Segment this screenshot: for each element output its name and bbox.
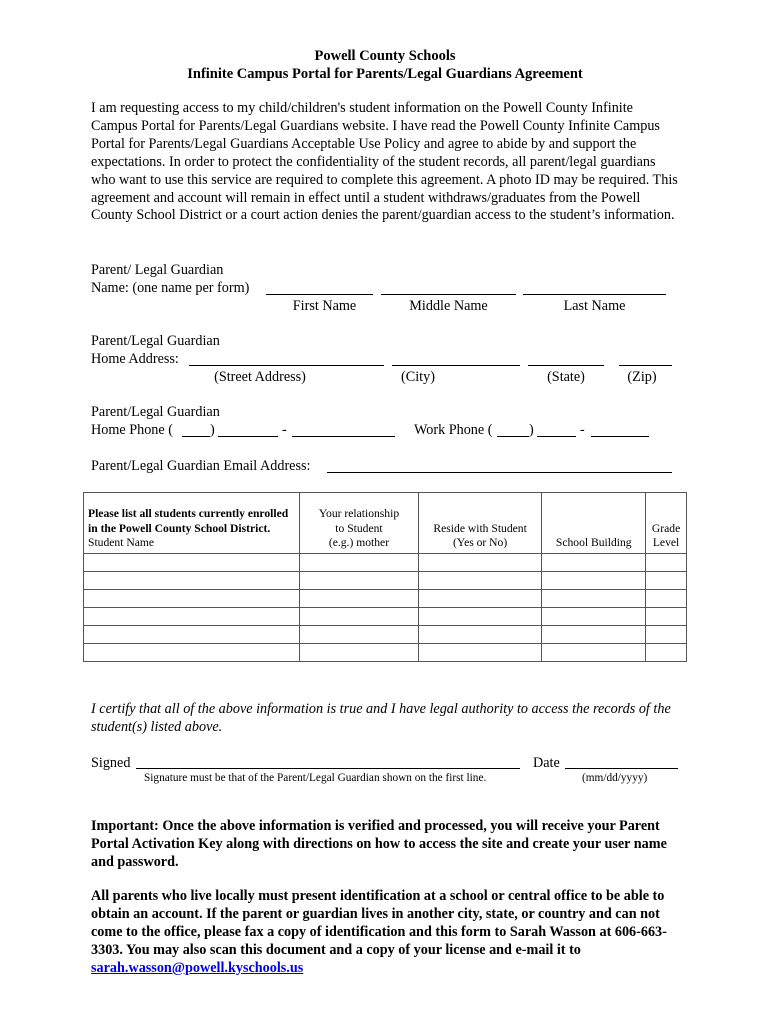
school-name-title: Powell County Schools xyxy=(314,48,456,64)
relationship-header-line1: Your relationship xyxy=(318,507,400,521)
state-caption: (State) xyxy=(547,369,585,385)
name-label: Name: (one name per form) xyxy=(91,280,250,296)
grade-header-line1: Grade xyxy=(651,521,681,535)
student-name-cell[interactable] xyxy=(84,644,300,662)
street-address-field[interactable] xyxy=(189,365,384,366)
school-building-cell[interactable] xyxy=(542,626,646,644)
reside-cell[interactable] xyxy=(418,590,542,608)
student-name-cell[interactable] xyxy=(84,626,300,644)
grade-level-cell[interactable] xyxy=(646,572,687,590)
reside-cell[interactable] xyxy=(418,572,542,590)
reside-header xyxy=(418,493,542,554)
school-building-cell[interactable] xyxy=(542,554,646,572)
home-phone-area-code-field[interactable] xyxy=(182,436,210,437)
students-table-header xyxy=(84,493,687,554)
table-row xyxy=(84,554,687,572)
relationship-header-line3: (e.g.) mother xyxy=(328,536,390,550)
student-name-cell[interactable] xyxy=(84,554,300,572)
intro-paragraph: I am requesting access to my child/children's student information on the Powell County Infinite Campus Portal for Parents/Legal Guardians website. I have read the Powell County Infinite Campus Portal for Parents/Legal Guardians Acceptable Use Policy and agree to abide by and support the expectations. In order to protect the confidentiality of the student records, all parent/legal guardians who want to use this service are required to complete this agreement. A photo ID may be required. This agreement and account will remain in effect until a student withdraws/graduates from the Powell County School District or a court action denies the parent/guardian access to the student’s information. xyxy=(91,100,678,224)
contact-email-link[interactable]: sarah.wasson@powell.kyschools.us xyxy=(91,959,304,976)
last-name-caption: Last Name xyxy=(563,298,626,314)
form-title: Infinite Campus Portal for Parents/Legal Guardians Agreement xyxy=(187,66,583,82)
signature-field[interactable] xyxy=(136,768,520,769)
reside-cell[interactable] xyxy=(418,626,542,644)
student-name-header xyxy=(84,493,300,554)
home-phone-prefix-field[interactable] xyxy=(218,436,278,437)
work-phone-prefix-field[interactable] xyxy=(537,436,576,437)
signed-label: Signed xyxy=(91,755,131,771)
state-field[interactable] xyxy=(528,365,604,366)
table-row xyxy=(84,608,687,626)
relationship-cell[interactable] xyxy=(300,626,419,644)
date-format-hint: (mm/dd/yyyy) xyxy=(582,772,648,784)
students-table xyxy=(83,492,687,662)
school-building-header: School Building xyxy=(542,493,646,554)
table-row xyxy=(84,626,687,644)
grade-level-cell[interactable] xyxy=(646,608,687,626)
certification-statement: I certify that all of the above information is true and I have legal authority to access the records of the student(s) listed above. xyxy=(91,701,671,735)
name-section-label: Parent/ Legal Guardian xyxy=(91,262,224,278)
grade-level-cell[interactable] xyxy=(646,626,687,644)
reside-cell[interactable] xyxy=(418,608,542,626)
work-phone-area-code-field[interactable] xyxy=(497,436,529,437)
home-phone-label: Home Phone ( xyxy=(91,422,173,438)
home-address-label: Home Address: xyxy=(91,351,179,367)
first-name-field[interactable] xyxy=(266,294,373,295)
email-label: Parent/Legal Guardian Email Address: xyxy=(91,458,311,474)
identification-instructions xyxy=(91,888,691,978)
relationship-cell[interactable] xyxy=(300,644,419,662)
first-name-caption: First Name xyxy=(292,298,357,314)
relationship-cell[interactable] xyxy=(300,572,419,590)
identification-text: All parents who live locally must present identification at a school or central office to be able to obtain an account. If the parent or guardian lives in another city, state, or country and can not come to the office, please fax a copy of identification and this form to Sarah Wasson at 606-663-3303. You may also scan this document and a copy of your license and e-mail it to xyxy=(91,888,667,958)
grade-header-line2: Level xyxy=(652,536,680,550)
school-building-cell[interactable] xyxy=(542,644,646,662)
signature-note: Signature must be that of the Parent/Legal Guardian shown on the first line. xyxy=(144,772,487,784)
address-section-label: Parent/Legal Guardian xyxy=(91,333,220,349)
home-phone-paren-close: ) xyxy=(210,422,215,438)
student-rows xyxy=(84,554,687,662)
school-building-cell[interactable] xyxy=(542,590,646,608)
relationship-header-line2: to Student xyxy=(335,521,383,535)
reside-cell[interactable] xyxy=(418,644,542,662)
reside-header-line2: (Yes or No) xyxy=(453,536,508,550)
home-phone-dash: - xyxy=(282,422,287,438)
school-building-cell[interactable] xyxy=(542,572,646,590)
student-name-cell[interactable] xyxy=(84,608,300,626)
student-name-cell[interactable] xyxy=(84,590,300,608)
date-field[interactable] xyxy=(565,768,678,769)
grade-level-cell[interactable] xyxy=(646,590,687,608)
reside-header-line1: Reside with Student xyxy=(433,521,527,535)
school-building-cell[interactable] xyxy=(542,608,646,626)
city-caption: (City) xyxy=(401,369,435,385)
date-label: Date xyxy=(533,755,560,771)
zip-caption: (Zip) xyxy=(627,369,657,385)
important-notice: Important: Once the above information is verified and processed, you will receive your Parent Portal Activation Key along with directions on how to access the site and create your user name and password. xyxy=(91,818,667,870)
last-name-field[interactable] xyxy=(523,294,666,295)
student-name-column-label: Student Name xyxy=(88,536,155,550)
table-row xyxy=(84,590,687,608)
phone-section-label: Parent/Legal Guardian xyxy=(91,404,220,420)
grade-level-header xyxy=(646,493,687,554)
table-row xyxy=(84,572,687,590)
students-instructions: Please list all students currently enrolled in the Powell County School District. xyxy=(88,507,289,535)
table-row xyxy=(84,644,687,662)
work-phone-line-field[interactable] xyxy=(591,436,649,437)
email-field[interactable] xyxy=(327,472,672,473)
relationship-cell[interactable] xyxy=(300,608,419,626)
middle-name-field[interactable] xyxy=(381,294,516,295)
zip-field[interactable] xyxy=(619,365,672,366)
relationship-cell[interactable] xyxy=(300,554,419,572)
city-field[interactable] xyxy=(392,365,520,366)
student-name-cell[interactable] xyxy=(84,572,300,590)
home-phone-line-field[interactable] xyxy=(292,436,395,437)
work-phone-dash: - xyxy=(580,422,585,438)
grade-level-cell[interactable] xyxy=(646,644,687,662)
relationship-header xyxy=(300,493,419,554)
reside-cell[interactable] xyxy=(418,554,542,572)
work-phone-label: Work Phone ( xyxy=(414,422,493,438)
middle-name-caption: Middle Name xyxy=(409,298,488,314)
street-address-caption: (Street Address) xyxy=(214,369,306,385)
work-phone-paren-close: ) xyxy=(529,422,534,438)
relationship-cell[interactable] xyxy=(300,590,419,608)
grade-level-cell[interactable] xyxy=(646,554,687,572)
